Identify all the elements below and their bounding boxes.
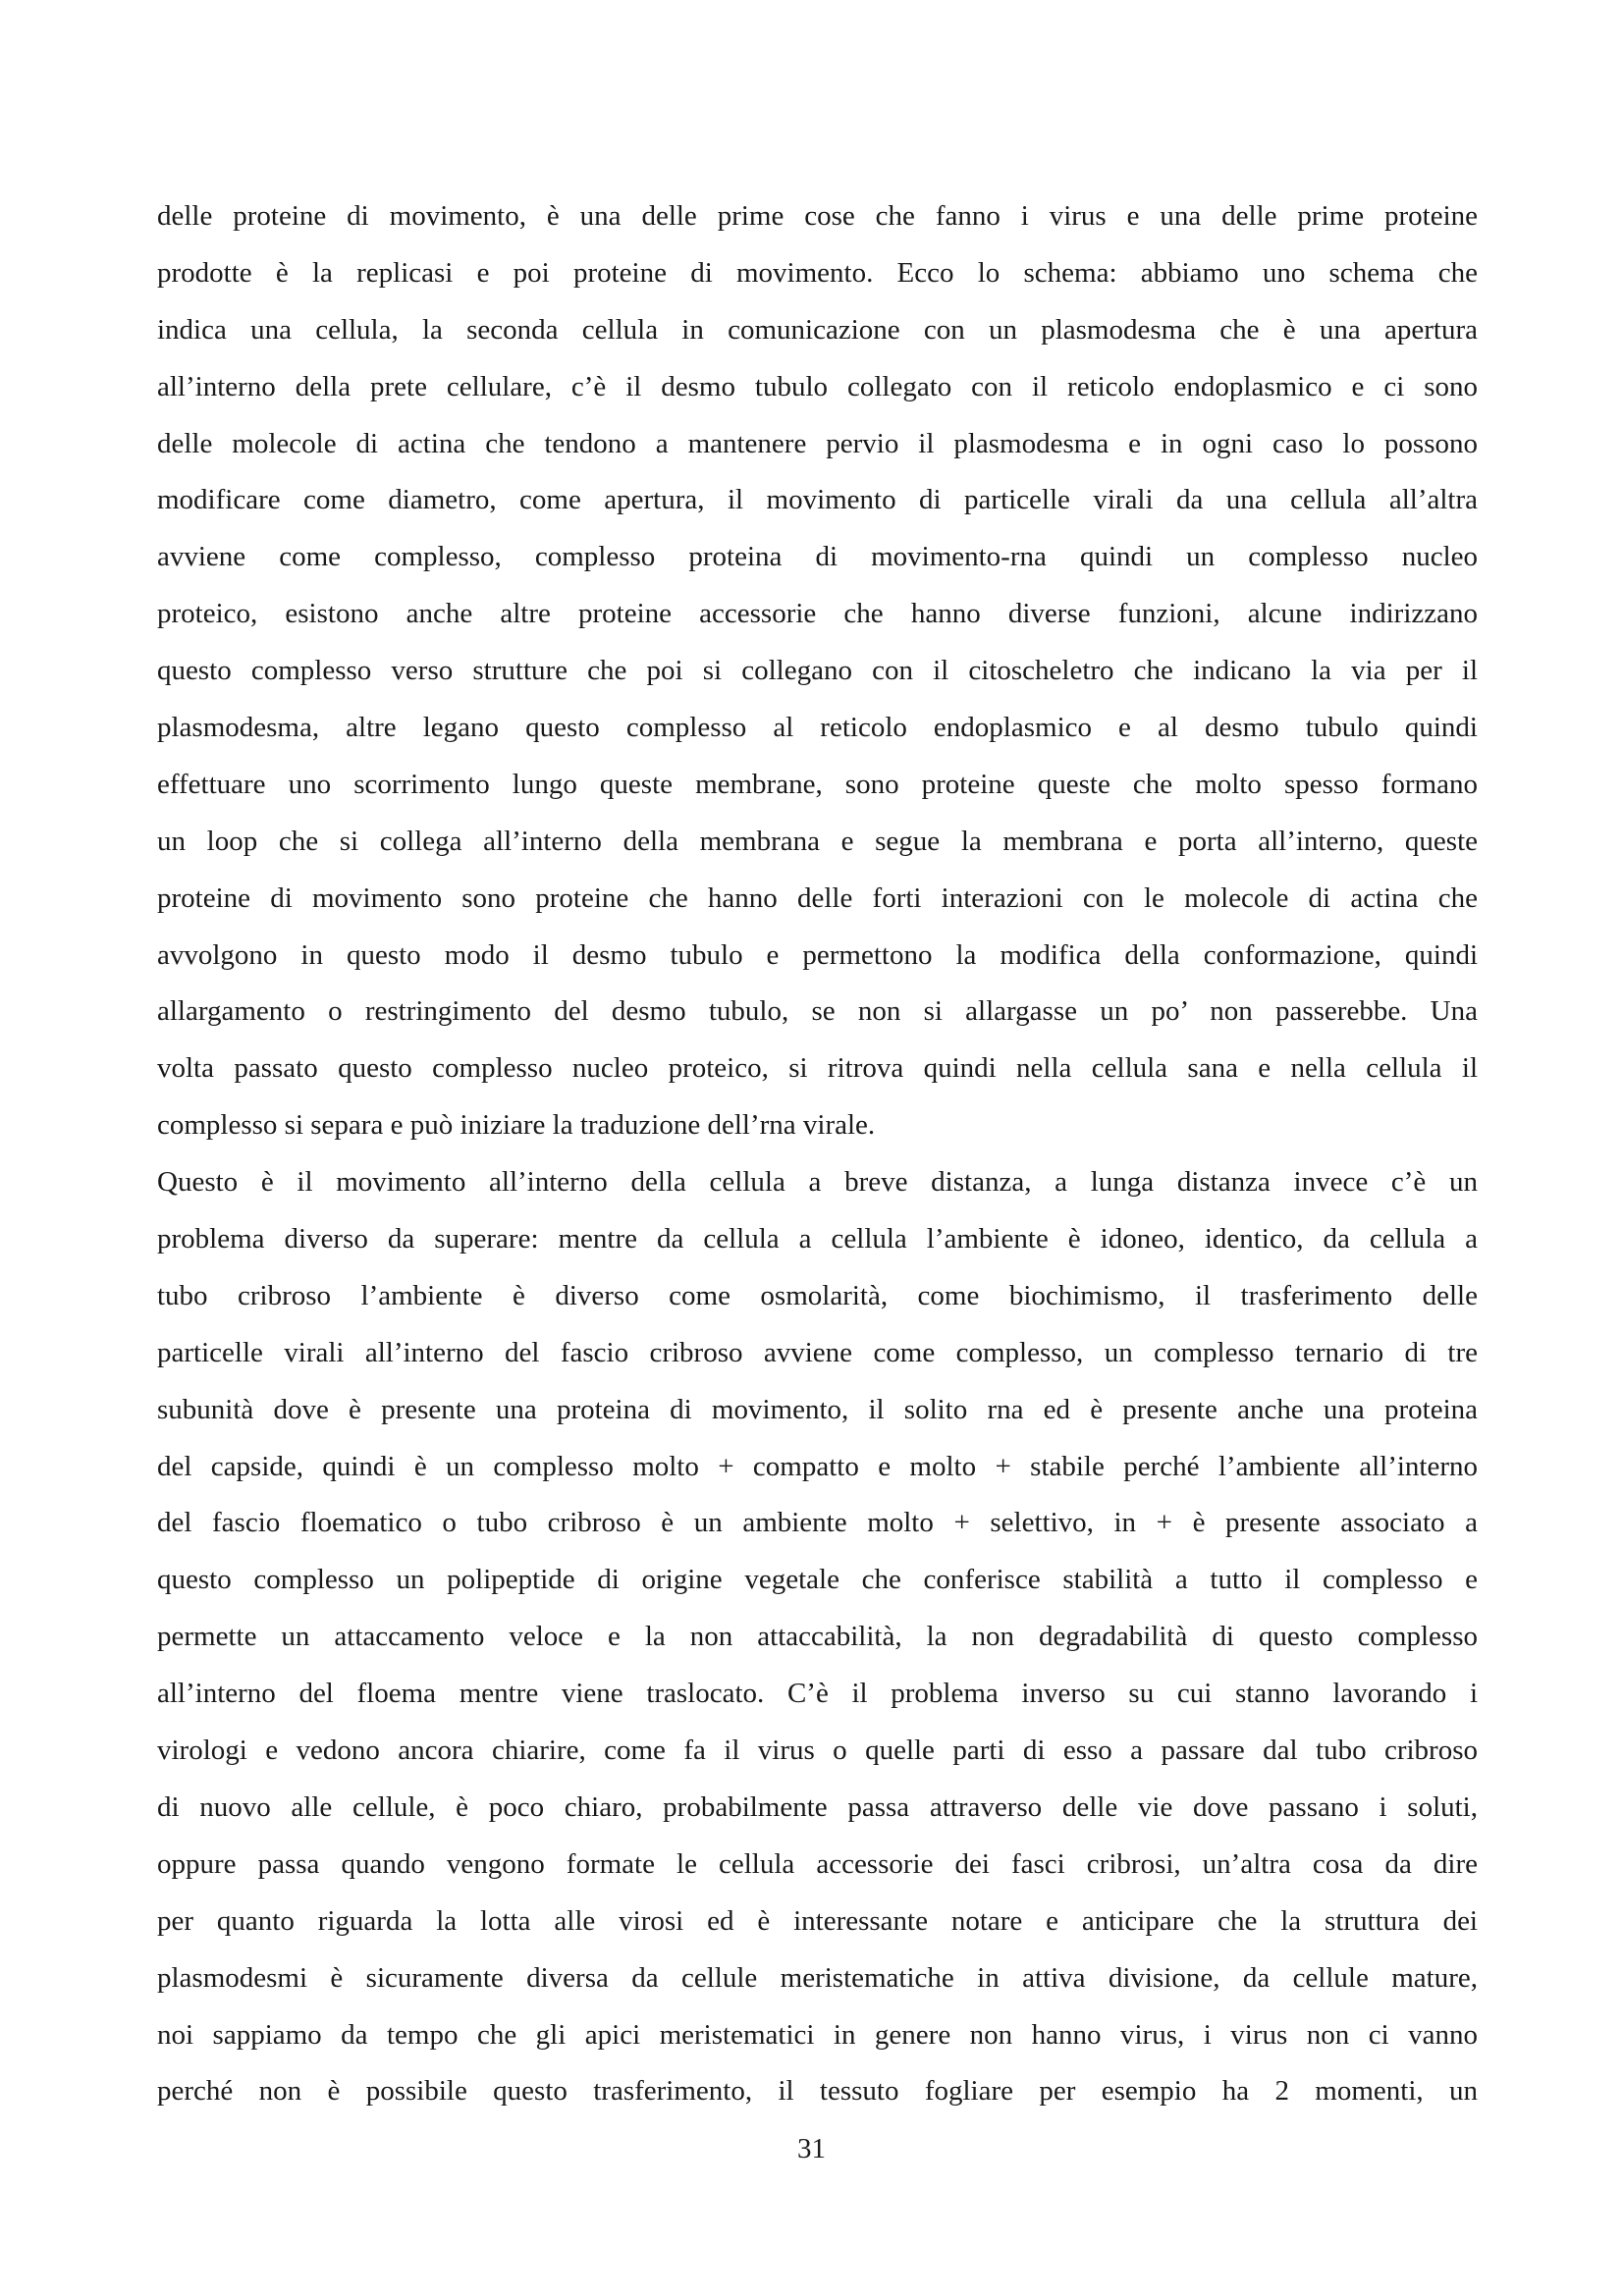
text-line: effettuare uno scorrimento lungo queste membrane, sono proteine queste che molto spesso formano: [157, 768, 1478, 800]
text-body: [157, 188, 1478, 2120]
paragraph-1: [157, 188, 1478, 1154]
text-line: plasmodesma, altre legano questo complesso al reticolo endoplasmico e al desmo tubulo quindi: [157, 712, 1478, 744]
text-line: all’interno del floema mentre viene traslocato. C’è il problema inverso su cui stanno lavorando i: [157, 1678, 1478, 1710]
text-line: problema diverso da superare: mentre da cellula a cellula l’ambiente è idoneo, identico, da cellula a: [157, 1223, 1478, 1255]
text-line: di nuovo alle cellule, è poco chiaro, probabilmente passa attraverso delle vie dove passano i soluti,: [157, 1790, 1478, 1823]
text-line: modificare come diametro, come apertura, il movimento di particelle virali da una cellula all’altra: [157, 484, 1478, 516]
text-line: proteine di movimento sono proteine che hanno delle forti interazioni con le molecole di actina che: [157, 881, 1478, 914]
text-line: virologi e vedono ancora chiarire, come fa il virus o quelle parti di esso a passare dal tubo cribroso: [157, 1735, 1478, 1767]
text-line: Questo è il movimento all’interno della cellula a breve distanza, a lunga distanza invece c’è un: [157, 1166, 1478, 1199]
paragraph-2: [157, 1154, 1478, 2120]
text-line: avvolgono in questo modo il desmo tubulo e permettono la modifica della conformazione, quindi: [157, 938, 1478, 971]
text-line: complesso si separa e può iniziare la traduzione dell’rna virale.: [157, 1109, 876, 1142]
text-line: delle proteine di movimento, è una delle prime cose che fanno i virus e una delle prime proteine: [157, 200, 1478, 232]
text-line: per quanto riguarda la lotta alle virosi ed è interessante notare e anticipare che la struttura dei: [157, 1904, 1478, 1937]
text-line: delle molecole di actina che tendono a mantenere pervio il plasmodesma e in ogni caso lo possono: [157, 427, 1478, 459]
text-line: del fascio floematico o tubo cribroso è un ambiente molto + selettivo, in + è presente associato a: [157, 1507, 1478, 1539]
text-line: avviene come complesso, complesso proteina di movimento-rna quindi un complesso nucleo: [157, 541, 1478, 573]
text-line: subunità dove è presente una proteina di movimento, il solito rna ed è presente anche una proteina: [157, 1393, 1478, 1425]
text-line: prodotte è la replicasi e poi proteine di movimento. Ecco lo schema: abbiamo uno schema che: [157, 256, 1478, 289]
text-line: questo complesso verso strutture che poi si collegano con il citoscheletro che indicano la via per il: [157, 655, 1478, 687]
text-line: permette un attaccamento veloce e la non attaccabilità, la non degradabilità di questo complesso: [157, 1621, 1478, 1653]
text-line: all’interno della prete cellulare, c’è il desmo tubulo collegato con il reticolo endoplasmico e ci sono: [157, 370, 1478, 402]
text-line: oppure passa quando vengono formate le cellula accessorie dei fasci cribrosi, un’altra cosa da dire: [157, 1847, 1478, 1880]
text-line: indica una cellula, la seconda cellula in comunicazione con un plasmodesma che è una apertura: [157, 313, 1478, 346]
text-line: questo complesso un polipeptide di origine vegetale che conferisce stabilità a tutto il complesso e: [157, 1564, 1478, 1596]
text-line: del capside, quindi è un complesso molto + compatto e molto + stabile perché l’ambiente all’interno: [157, 1450, 1478, 1482]
text-line: volta passato questo complesso nucleo proteico, si ritrova quindi nella cellula sana e nella cellula il: [157, 1052, 1478, 1085]
text-line: un loop che si collega all’interno della membrana e segue la membrana e porta all’interno, queste: [157, 825, 1478, 857]
text-line: plasmodesmi è sicuramente diversa da cellule meristematiche in attiva divisione, da cellule mature,: [157, 1961, 1478, 1994]
text-line: noi sappiamo da tempo che gli apici meristematici in genere non hanno virus, i virus non ci vanno: [157, 2018, 1478, 2051]
text-line: particelle virali all’interno del fascio cribroso avviene come complesso, un complesso ternario di tre: [157, 1336, 1478, 1368]
page-number: 31: [797, 2133, 826, 2164]
text-line: proteico, esistono anche altre proteine accessorie che hanno diverse funzioni, alcune indirizzano: [157, 598, 1478, 630]
text-line: allargamento o restringimento del desmo tubulo, se non si allargasse un po’ non passerebbe. Una: [157, 995, 1478, 1028]
text-line: perché non è possibile questo trasferimento, il tessuto fogliare per esempio ha 2 momenti, un: [157, 2075, 1478, 2108]
text-line: tubo cribroso l’ambiente è diverso come osmolarità, come biochimismo, il trasferimento delle: [157, 1279, 1478, 1311]
